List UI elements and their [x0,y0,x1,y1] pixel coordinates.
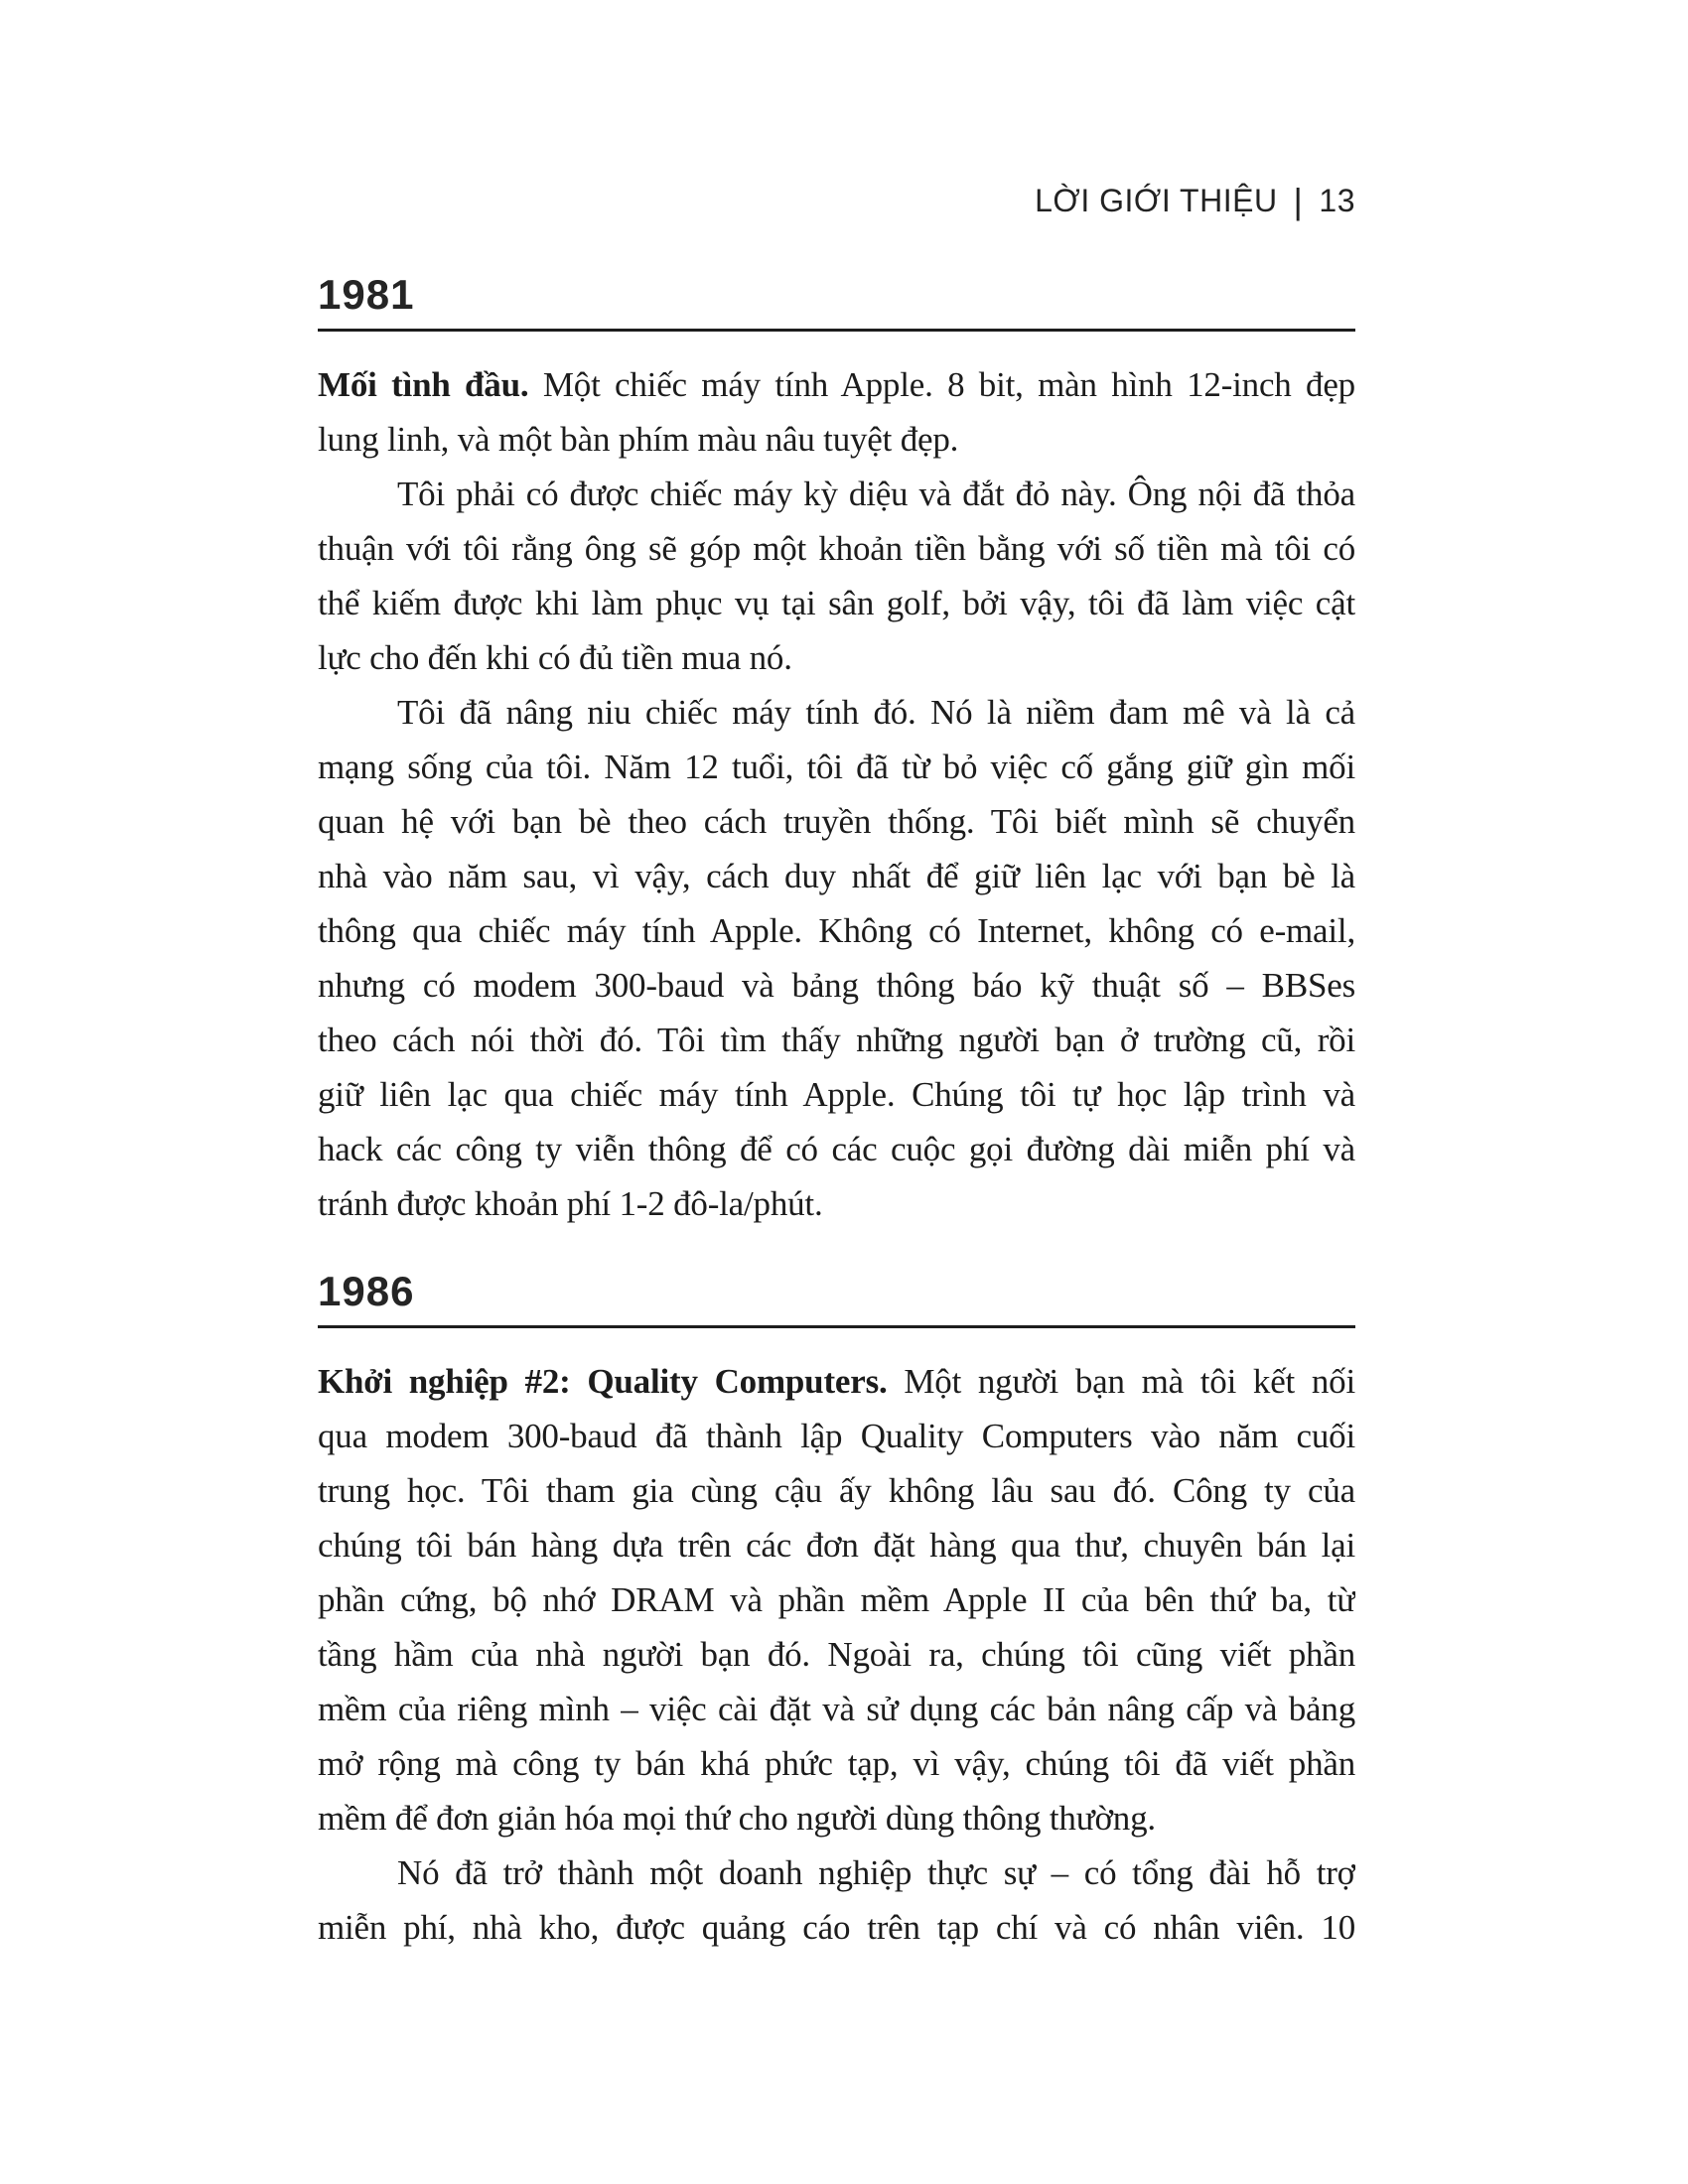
paragraph-line: qua modem 300-baud đã thành lập Quality Computers vào năm cuối [318,1417,1355,1455]
paragraph-line: mềm để đơn giản hóa mọi thứ cho người dùng thông thường. [318,1799,1156,1838]
paragraph [318,467,1355,685]
section-1981 [318,272,1355,1231]
section-1986 [318,1269,1355,1955]
paragraph-line: thể kiếm được khi làm phục vụ tại sân golf, bởi vậy, tôi đã làm việc cật [318,584,1355,622]
paragraph-line [318,1354,1355,1409]
paragraph-line: mềm của riêng mình – việc cài đặt và sử dụng các bản nâng cấp và bảng [318,1690,1355,1728]
paragraph-line [318,357,1355,412]
paragraph-line: tránh được khoản phí 1-2 đô-la/phút. [318,1184,823,1223]
section-rule [318,1325,1355,1328]
running-head-title: LỜI GIỚI THIỆU [1035,183,1278,218]
paragraph-line: lung linh, và một bàn phím màu nâu tuyệt đẹp. [318,420,959,459]
paragraph-line: theo cách nói thời đó. Tôi tìm thấy những người bạn ở trường cũ, rồi [318,1021,1355,1059]
section-rule [318,329,1355,332]
page-number: 13 [1319,183,1355,218]
paragraph [318,1354,1355,1845]
running-head-separator: | [1293,181,1304,221]
line-text: Một người bạn mà tôi kết nối [887,1362,1355,1401]
text-column [318,0,1355,1955]
paragraph-line: thông qua chiếc máy tính Apple. Không có Internet, không có e-mail, [318,911,1355,950]
line-text: Một chiếc máy tính Apple. 8 bit, màn hình 12-inch đẹp [528,365,1355,404]
paragraph-line: chúng tôi bán hàng dựa trên các đơn đặt hàng qua thư, chuyên bán lại [318,1526,1355,1565]
paragraph [318,685,1355,1231]
paragraph-line: phần cứng, bộ nhớ DRAM và phần mềm Apple II của bên thứ ba, từ [318,1580,1355,1619]
year-heading-1986: 1986 [318,1268,415,1314]
paragraph [318,1845,1355,1955]
paragraph-line: giữ liên lạc qua chiếc máy tính Apple. Chúng tôi tự học lập trình và [318,1075,1355,1114]
paragraph-line: lực cho đến khi có đủ tiền mua nó. [318,638,792,677]
paragraph-line: quan hệ với bạn bè theo cách truyền thống. Tôi biết mình sẽ chuyển [318,802,1355,841]
paragraph-line: Tôi phải có được chiếc máy kỳ diệu và đắt đỏ này. Ông nội đã thỏa [397,475,1355,513]
paragraph-line: mở rộng mà công ty bán khá phức tạp, vì vậy, chúng tôi đã viết phần [318,1744,1355,1783]
paragraph-line: mạng sống của tôi. Năm 12 tuổi, tôi đã từ bỏ việc cố gắng giữ gìn mối [318,748,1355,786]
paragraph-line: nhưng có modem 300-baud và bảng thông báo kỹ thuật số – BBSes [318,966,1355,1005]
paragraph-line: trung học. Tôi tham gia cùng cậu ấy không lâu sau đó. Công ty của [318,1471,1355,1510]
paragraph-line: nhà vào năm sau, vì vậy, cách duy nhất để giữ liên lạc với bạn bè là [318,857,1355,895]
paragraph-line: Tôi đã nâng niu chiếc máy tính đó. Nó là niềm đam mê và là cả [397,693,1355,732]
paragraph-line: hack các công ty viễn thông để có các cuộc gọi đường dài miễn phí và [318,1130,1355,1168]
year-heading-1981: 1981 [318,271,415,318]
run-in-heading: Mối tình đầu. [318,365,529,404]
paragraph-line: thuận với tôi rằng ông sẽ góp một khoản tiền bằng với số tiền mà tôi có [318,529,1355,568]
paragraph-line: miễn phí, nhà kho, được quảng cáo trên tạp chí và có nhân viên. 10 [318,1908,1355,1947]
run-in-heading: Khởi nghiệp #2: Quality Computers. [318,1362,888,1401]
paragraph-line: Nó đã trở thành một doanh nghiệp thực sự – có tổng đài hỗ trợ [397,1853,1355,1892]
paragraph-line: tầng hầm của nhà người bạn đó. Ngoài ra, chúng tôi cũng viết phần [318,1635,1355,1674]
paragraph [318,357,1355,467]
